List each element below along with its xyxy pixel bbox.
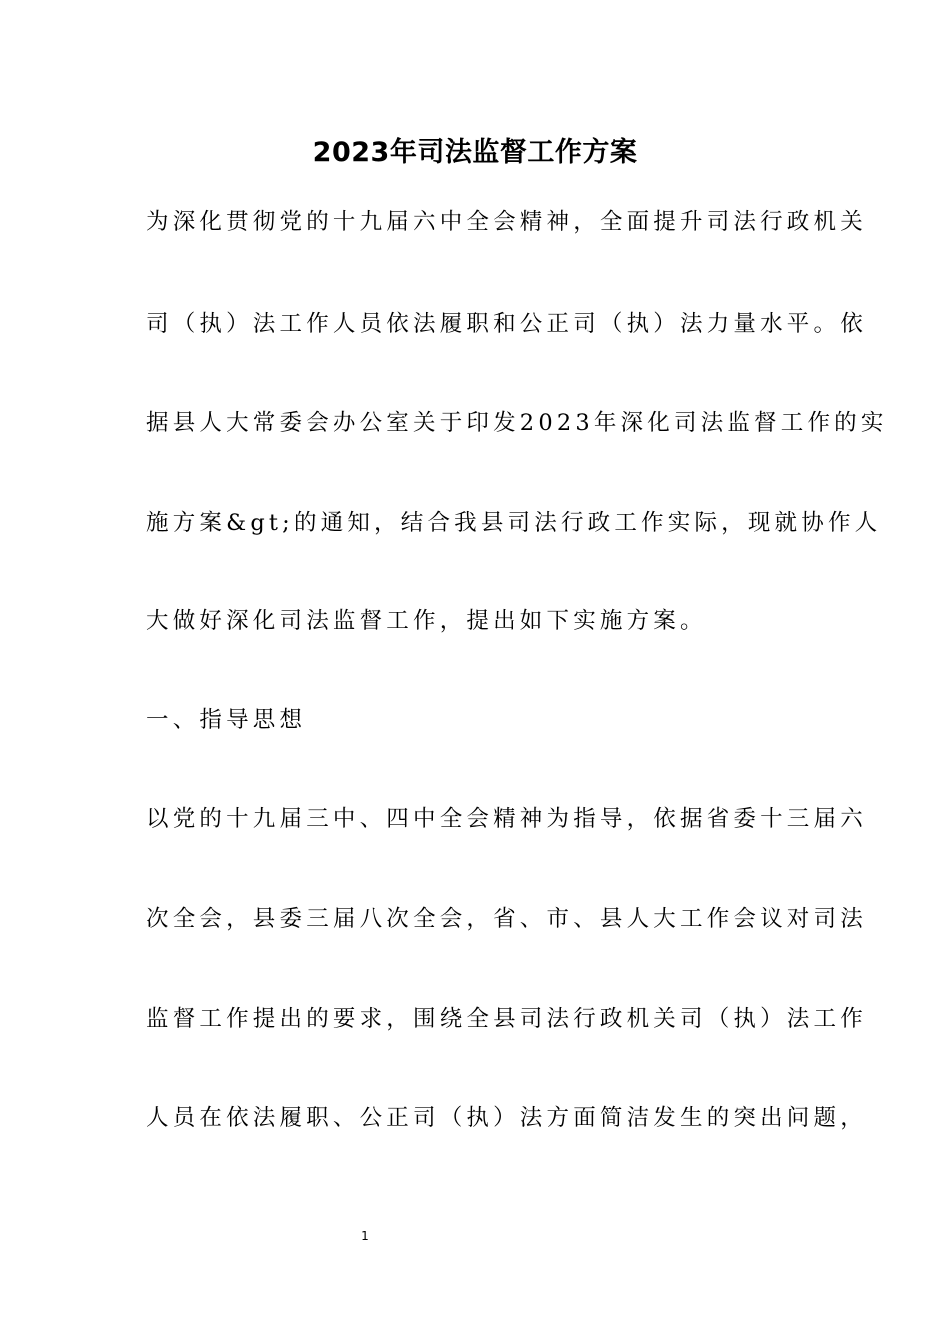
body-line: 大做好深化司法监督工作，提出如下实施方案。	[146, 608, 707, 634]
body-line: 施方案&gt;的通知，结合我县司法行政工作实际，现就协作人	[146, 510, 882, 536]
body-line: 监督工作提出的要求，围绕全县司法行政机关司（执）法工作	[146, 1006, 867, 1032]
body-line: 人员在依法履职、公正司（执）法方面简洁发生的突出问题，	[146, 1105, 867, 1131]
body-line: 以党的十九届三中、四中全会精神为指导，依据省委十三届六	[146, 806, 867, 832]
section-heading: 一、指导思想	[146, 707, 307, 733]
page-number: 1	[361, 1229, 369, 1243]
document-title: 2023年司法监督工作方案	[312, 137, 638, 168]
body-line: 据县人大常委会办公室关于印发2023年深化司法监督工作的实	[146, 410, 888, 436]
body-line: 司（执）法工作人员依法履职和公正司（执）法力量水平。依	[146, 311, 867, 337]
body-line: 次全会，县委三届八次全会，省、市、县人大工作会议对司法	[146, 906, 867, 932]
body-line: 为深化贯彻党的十九届六中全会精神，全面提升司法行政机关	[146, 209, 867, 235]
